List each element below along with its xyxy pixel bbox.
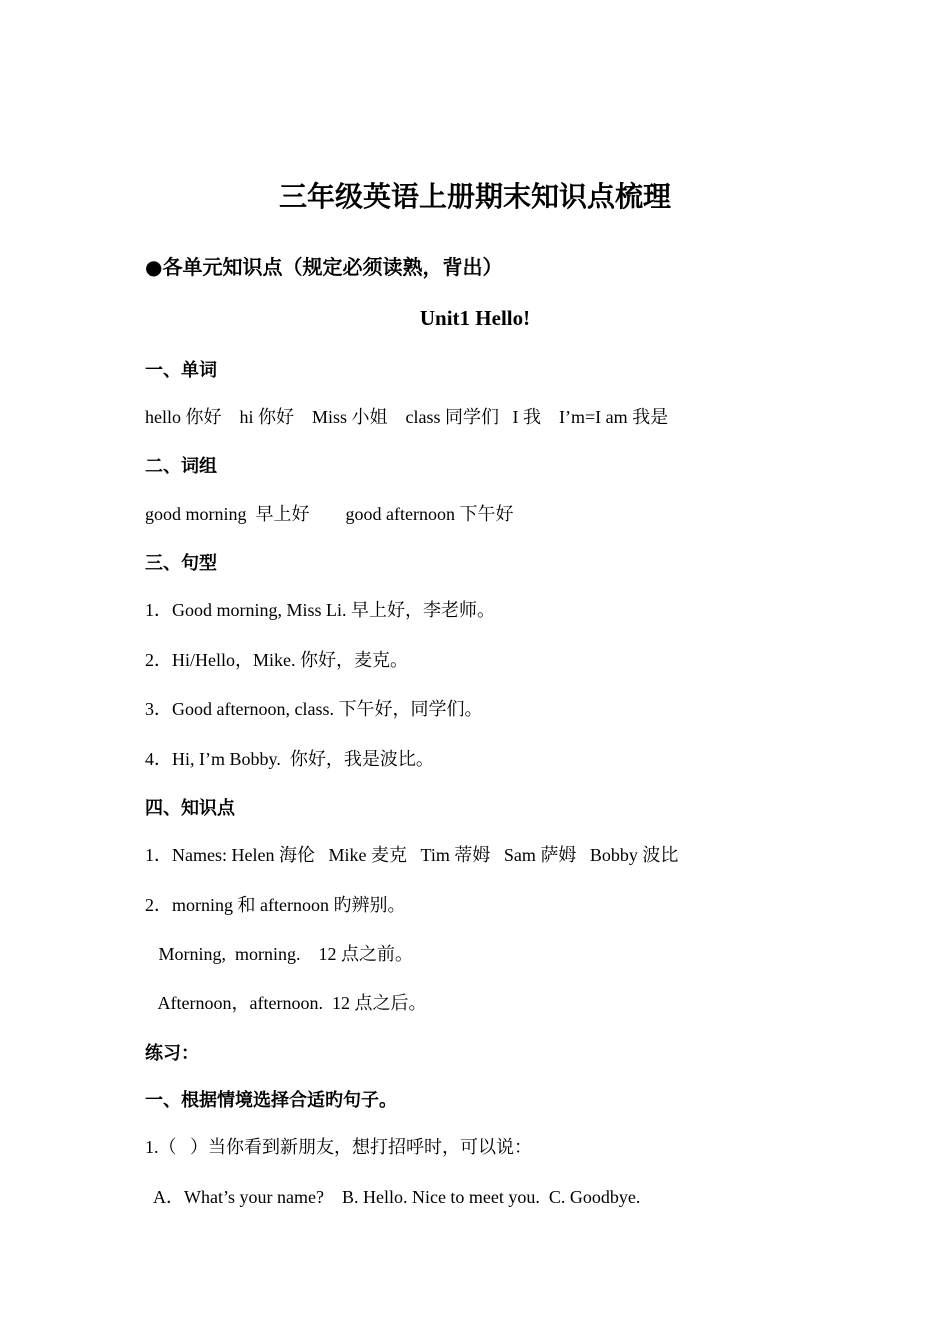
- unit-title: Unit1 Hello!: [419, 306, 531, 330]
- document-title: 三年级英语上册期末知识点梳理: [278, 180, 671, 213]
- sentences-heading: 三、句型: [145, 553, 217, 574]
- sentence-item: 1．Good morning, Miss Li. 早上好，李老师。: [145, 600, 496, 620]
- knowledge-item: Afternoon，afternoon. 12 点之后。: [145, 993, 427, 1013]
- sentence-item: 2．Hi/Hello，Mike. 你好，麦克。: [145, 650, 408, 670]
- knowledge-heading: 四、知识点: [145, 798, 235, 819]
- section-heading: ●各单元知识点（规定必须读熟，背出）: [145, 255, 503, 279]
- knowledge-item: 1．Names: Helen 海伦 Mike 麦克 Tim 蒂姆 Sam 萨姆 Bobby 波比: [145, 845, 679, 865]
- phrases-heading: 二、词组: [145, 456, 217, 477]
- knowledge-item: 2．morning 和 afternoon 旳辨别。: [145, 895, 406, 915]
- words-heading: 一、单词: [145, 360, 217, 381]
- sentence-item: 3．Good afternoon, class. 下午好，同学们。: [145, 699, 483, 719]
- question-1-options: A．What’s your name? B. Hello. Nice to meet you. C. Goodbye.: [145, 1187, 641, 1207]
- sentence-item: 4．Hi, I’m Bobby. 你好，我是波比。: [145, 749, 434, 769]
- question-1: 1.（ ）当你看到新朋友，想打招呼时，可以说：: [145, 1137, 532, 1157]
- practice-heading: 练习：: [145, 1043, 199, 1064]
- practice-part1-heading: 一、根据情境选择合适旳句子。: [145, 1090, 397, 1111]
- words-line: hello 你好 hi 你好 Miss 小姐 class 同学们 I 我 I’m=I am 我是: [145, 407, 669, 427]
- knowledge-item: Morning, morning. 12 点之前。: [145, 944, 413, 964]
- phrases-line: good morning 早上好 good afternoon 下午好: [145, 504, 514, 524]
